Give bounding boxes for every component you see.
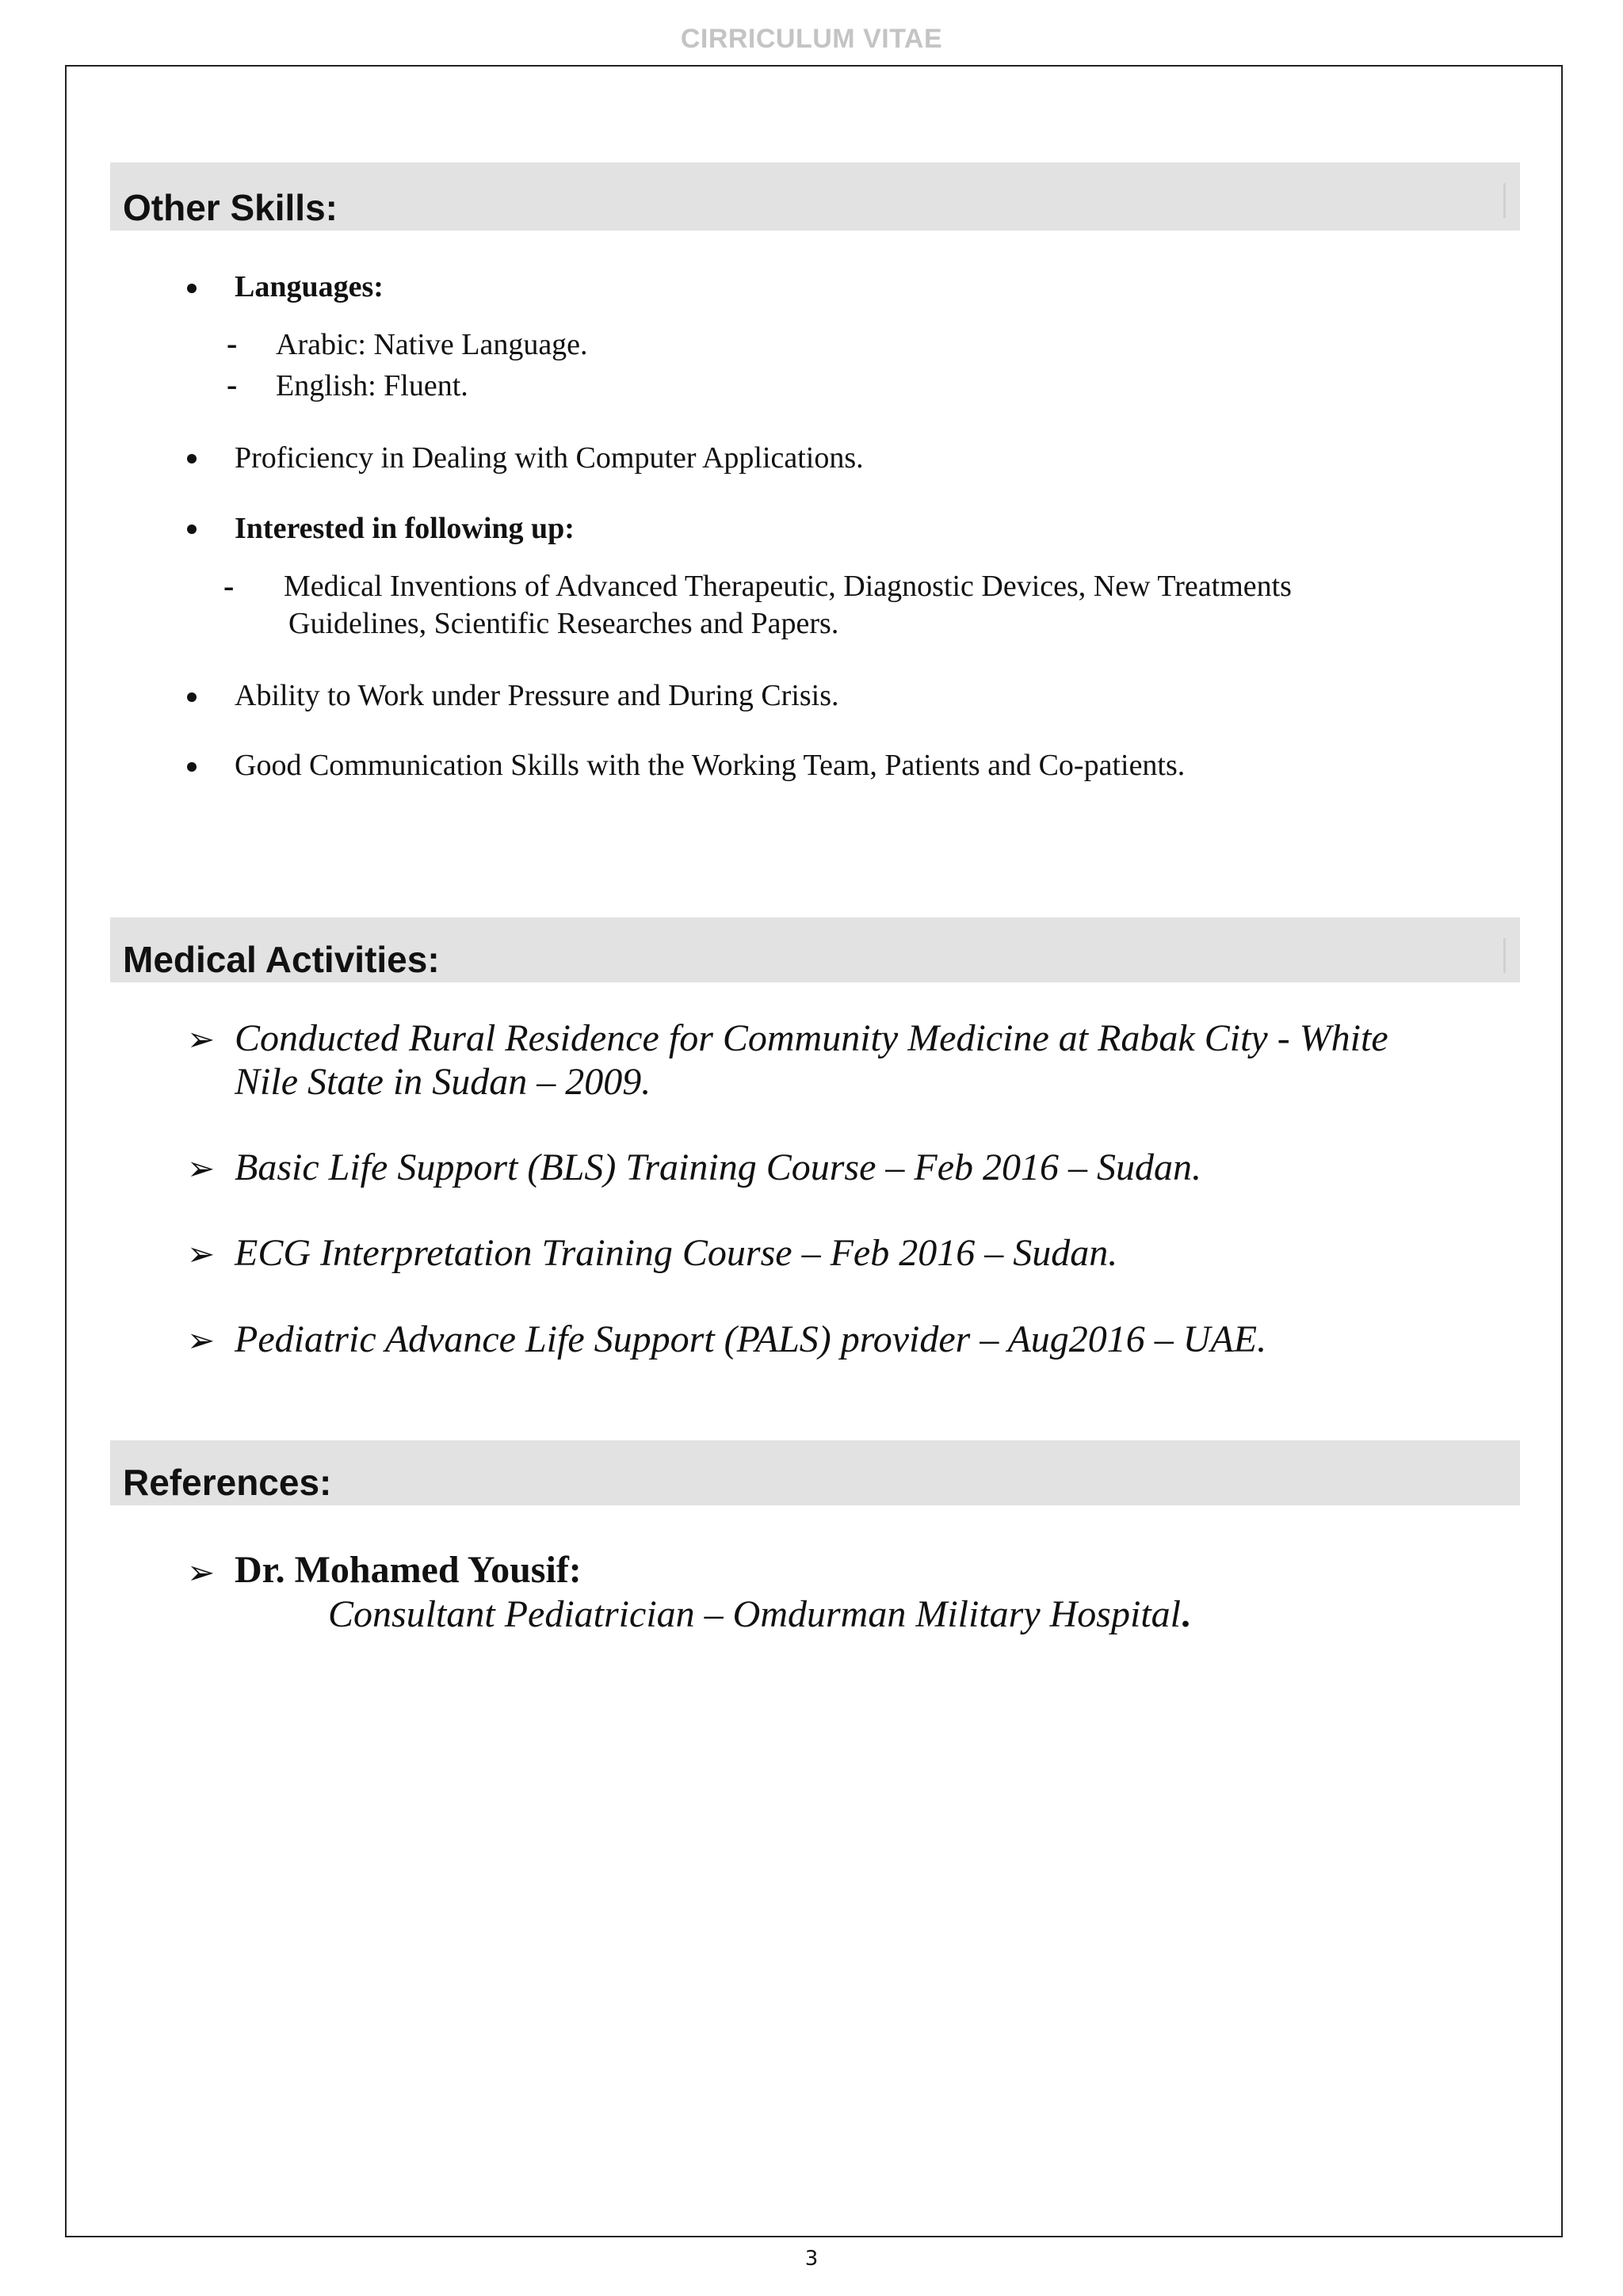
bar-mark <box>1503 183 1506 218</box>
languages-heading: Languages: <box>235 270 384 303</box>
arrow-bullet-icon: ➢ <box>187 1151 216 1188</box>
bullet-icon <box>187 284 197 293</box>
reference-role <box>328 1592 1190 1636</box>
section-title: References: <box>123 1462 332 1503</box>
dash-icon: - <box>223 568 235 604</box>
page-number: 3 <box>804 2247 819 2271</box>
reference-role-text: Consultant Pediatrician – Omdurman Military Hospital <box>328 1593 1181 1635</box>
activity-item: Pediatric Advance Life Support (PALS) provider – Aug2016 – UAE. <box>235 1318 1267 1360</box>
bar-mark <box>1503 938 1506 973</box>
activity-item: Conducted Rural Residence for Community Medicine at Rabak City - White <box>235 1017 1388 1059</box>
reference-role-end: . <box>1181 1593 1190 1635</box>
section-title: Other Skills: <box>123 187 338 228</box>
section-header-references <box>110 1440 1520 1505</box>
arrow-bullet-icon: ➢ <box>187 1323 216 1360</box>
arrow-bullet-icon: ➢ <box>187 1237 216 1273</box>
arrow-bullet-icon: ➢ <box>187 1555 216 1592</box>
skill-communication: Good Communication Skills with the Working Team, Patients and Co-patients. <box>235 749 1186 782</box>
section-header-other-skills <box>110 162 1520 231</box>
skill-computer: Proficiency in Dealing with Computer Applications. <box>235 441 864 475</box>
interest-text: Guidelines, Scientific Researches and Papers. <box>288 607 839 640</box>
activity-item: Basic Life Support (BLS) Training Course – Feb 2016 – Sudan. <box>235 1146 1202 1188</box>
language-item: English: Fluent. <box>276 369 468 402</box>
language-item: Arabic: Native Language. <box>276 328 588 361</box>
bullet-icon <box>187 692 197 702</box>
section-header-medical-activities <box>110 917 1520 982</box>
bullet-icon <box>187 454 197 463</box>
interest-text: Medical Inventions of Advanced Therapeutic, Diagnostic Devices, New Treatments <box>284 570 1292 603</box>
arrow-bullet-icon: ➢ <box>187 1022 216 1058</box>
dash-icon: - <box>227 367 238 402</box>
activity-item-continued: Nile State in Sudan – 2009. <box>235 1061 651 1103</box>
interest-heading: Interested in following up: <box>235 512 575 545</box>
running-header: CIRRICULUM VITAE <box>680 24 943 54</box>
bullet-icon <box>187 524 197 534</box>
activity-item: ECG Interpretation Training Course – Feb 2016 – Sudan. <box>235 1232 1118 1274</box>
dash-icon: - <box>227 326 238 361</box>
skill-pressure: Ability to Work under Pressure and During Crisis. <box>235 679 839 712</box>
section-title: Medical Activities: <box>123 939 440 980</box>
bullet-icon <box>187 762 197 772</box>
reference-name: Dr. Mohamed Yousif: <box>235 1549 582 1591</box>
